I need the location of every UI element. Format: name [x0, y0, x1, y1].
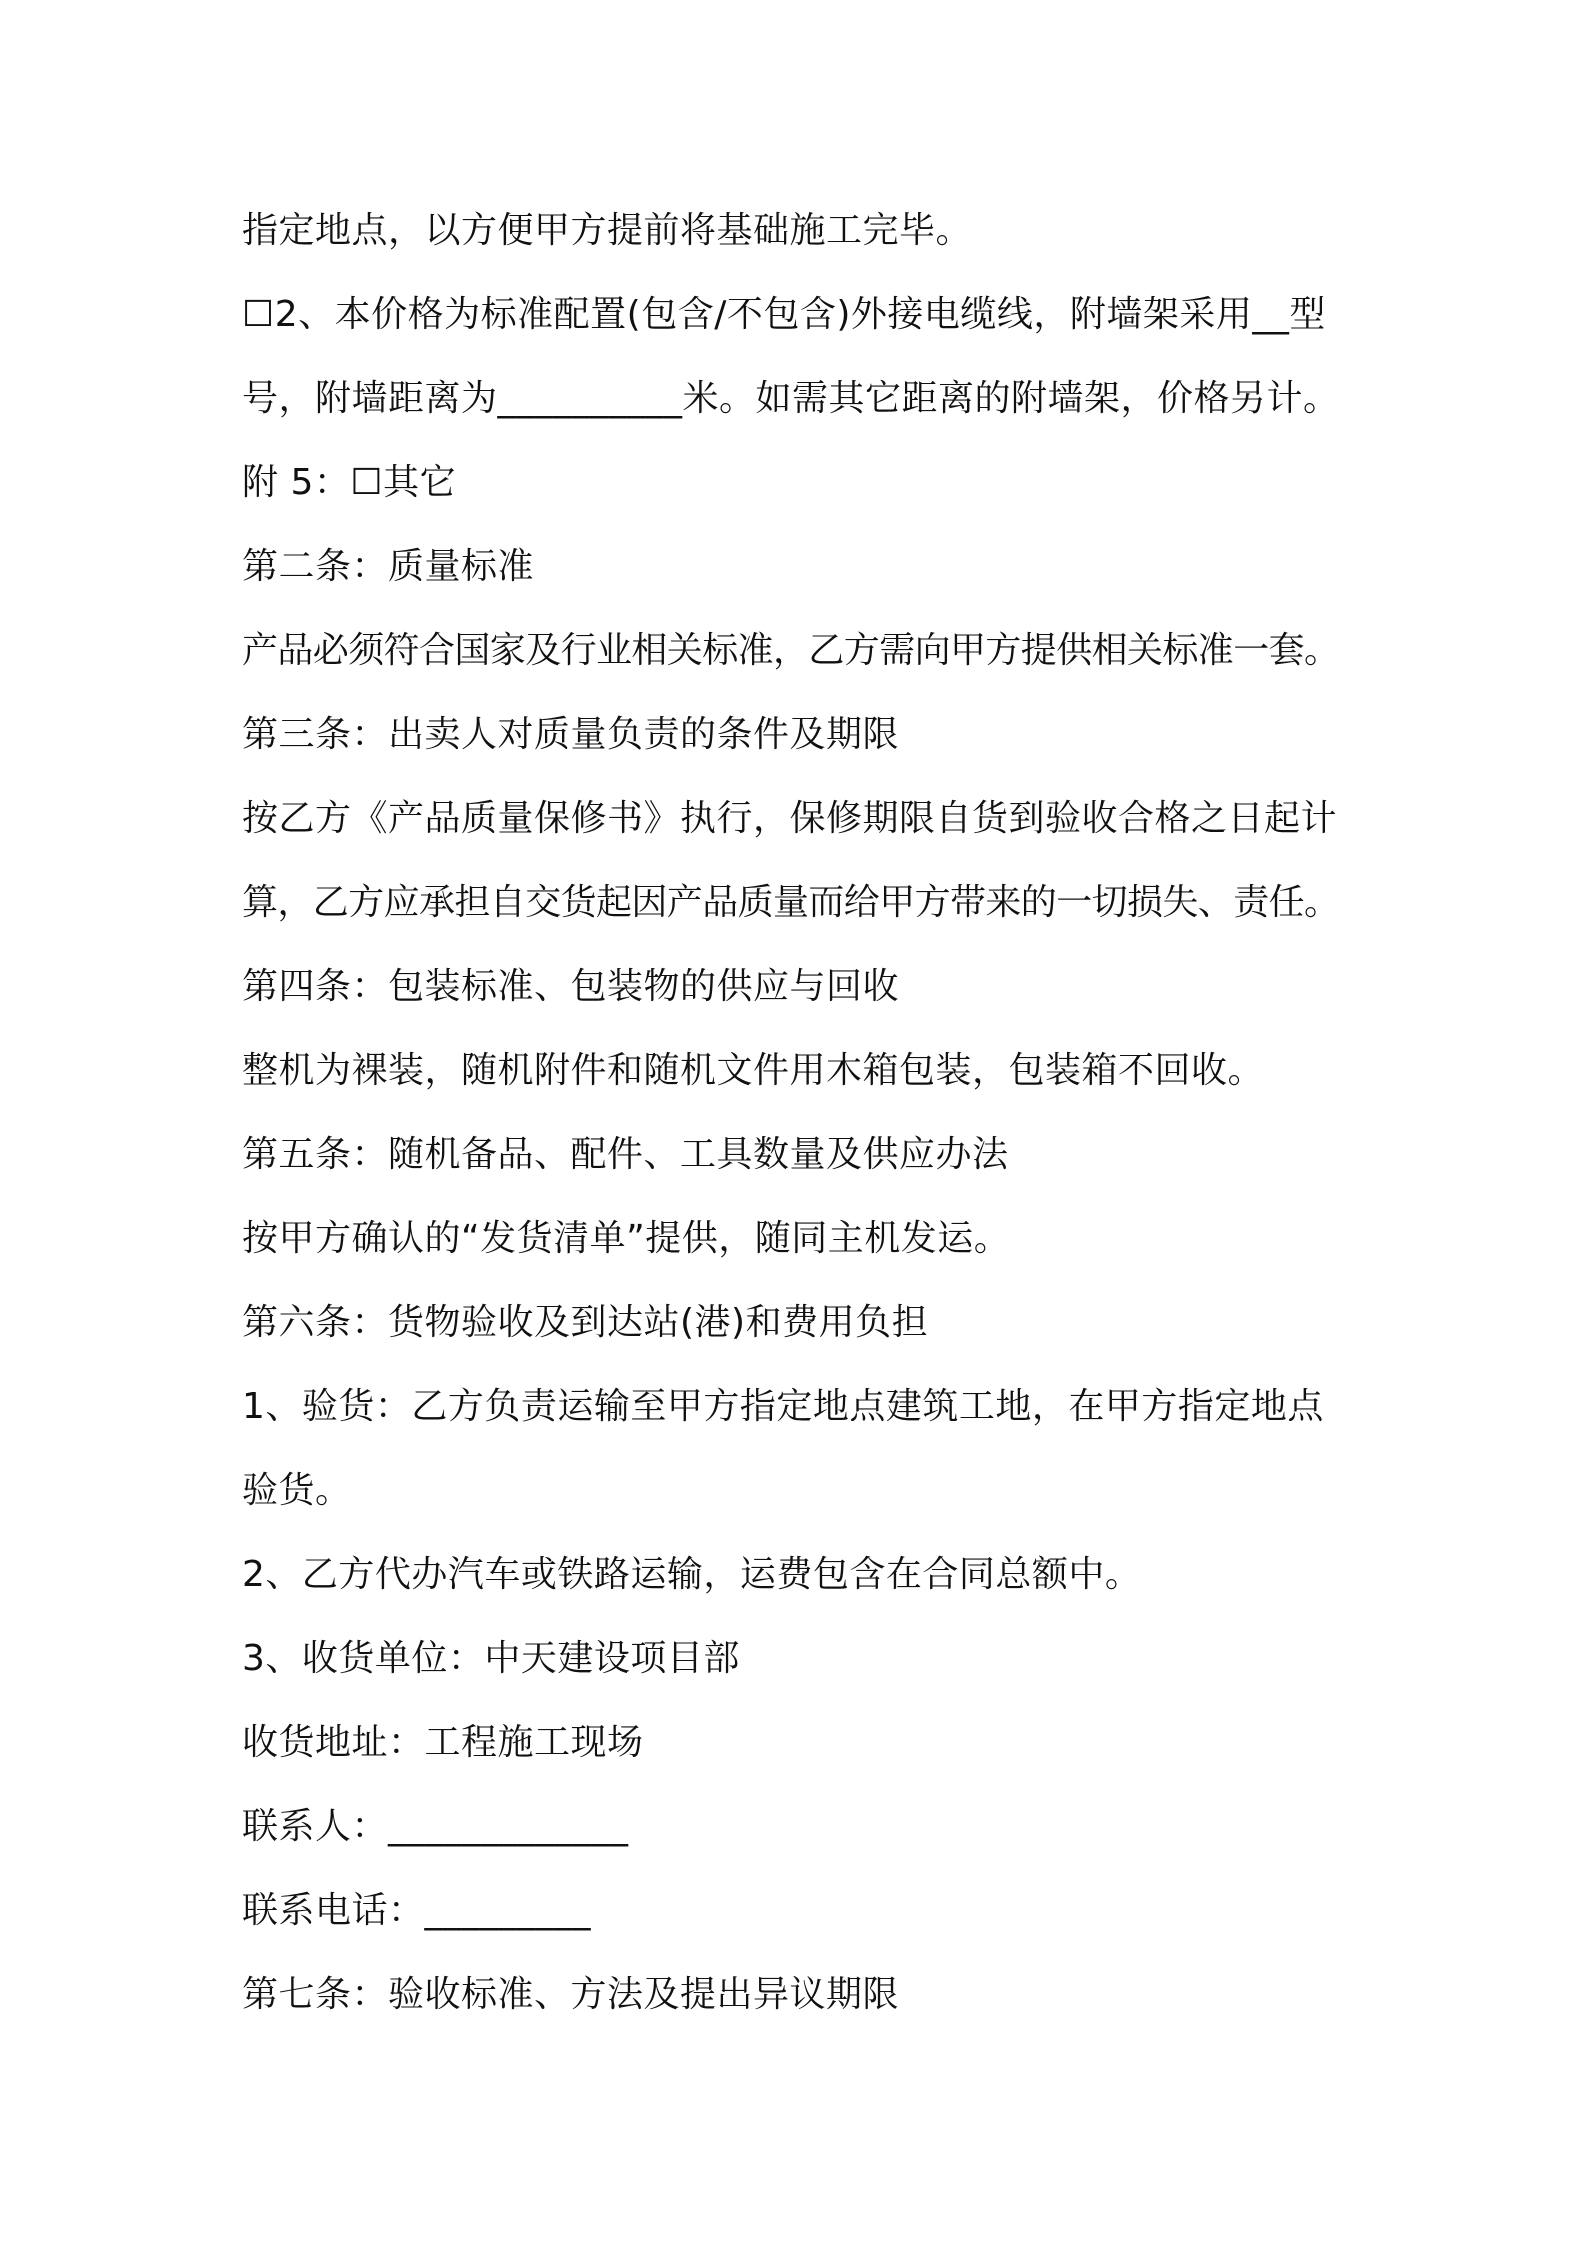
section-heading: 第二条：质量标准 [242, 546, 535, 587]
text-line: 1、验货：乙方负责运输至甲方指定地点建筑工地，在甲方指定地点 [242, 1386, 1324, 1427]
section-heading: 第五条：随机备品、配件、工具数量及供应办法 [242, 1134, 1009, 1175]
text-line: 3、收货单位：中天建设项目部 [242, 1638, 740, 1679]
section-heading: 第六条：货物验收及到达站(港)和费用负担 [242, 1302, 929, 1343]
text-line: 号，附墙距离为__________米。如需其它距离的附墙架，价格另计。 [242, 378, 1340, 419]
text-line: 算，乙方应承担自交货起因产品质量而给甲方带来的一切损失、责任。 [242, 882, 1340, 923]
text-line: 指定地点，以方便甲方提前将基础施工完毕。 [242, 210, 973, 251]
text-line: 产品必须符合国家及行业相关标准，乙方需向甲方提供相关标准一套。 [242, 630, 1340, 671]
text-line: 附 5：☐其它 [242, 462, 457, 503]
section-heading: 第七条：验收标准、方法及提出异议期限 [242, 1974, 900, 2015]
section-heading: 第三条：出卖人对质量负责的条件及期限 [242, 714, 900, 755]
text-line: 整机为裸装，随机附件和随机文件用木箱包装，包装箱不回收。 [242, 1050, 1265, 1091]
text-line: 验货。 [242, 1470, 352, 1511]
section-heading: 第四条：包装标准、包装物的供应与回收 [242, 966, 900, 1007]
text-line: 按甲方确认的“发货清单”提供，随同主机发运。 [242, 1218, 1011, 1259]
text-line: ☐2、本价格为标准配置(包含/不包含)外接电缆线，附墙架采用__型 [242, 294, 1326, 335]
document-body [242, 196, 1422, 2044]
text-line: 按乙方《产品质量保修书》执行，保修期限自货到验收合格之日起计 [242, 798, 1338, 839]
text-line: 收货地址：工程施工现场 [242, 1722, 644, 1763]
text-line: 2、乙方代办汽车或铁路运输，运费包含在合同总额中。 [242, 1554, 1142, 1595]
text-line: 联系人：_____________ [242, 1806, 629, 1847]
text-line: 联系电话：_________ [242, 1890, 592, 1931]
